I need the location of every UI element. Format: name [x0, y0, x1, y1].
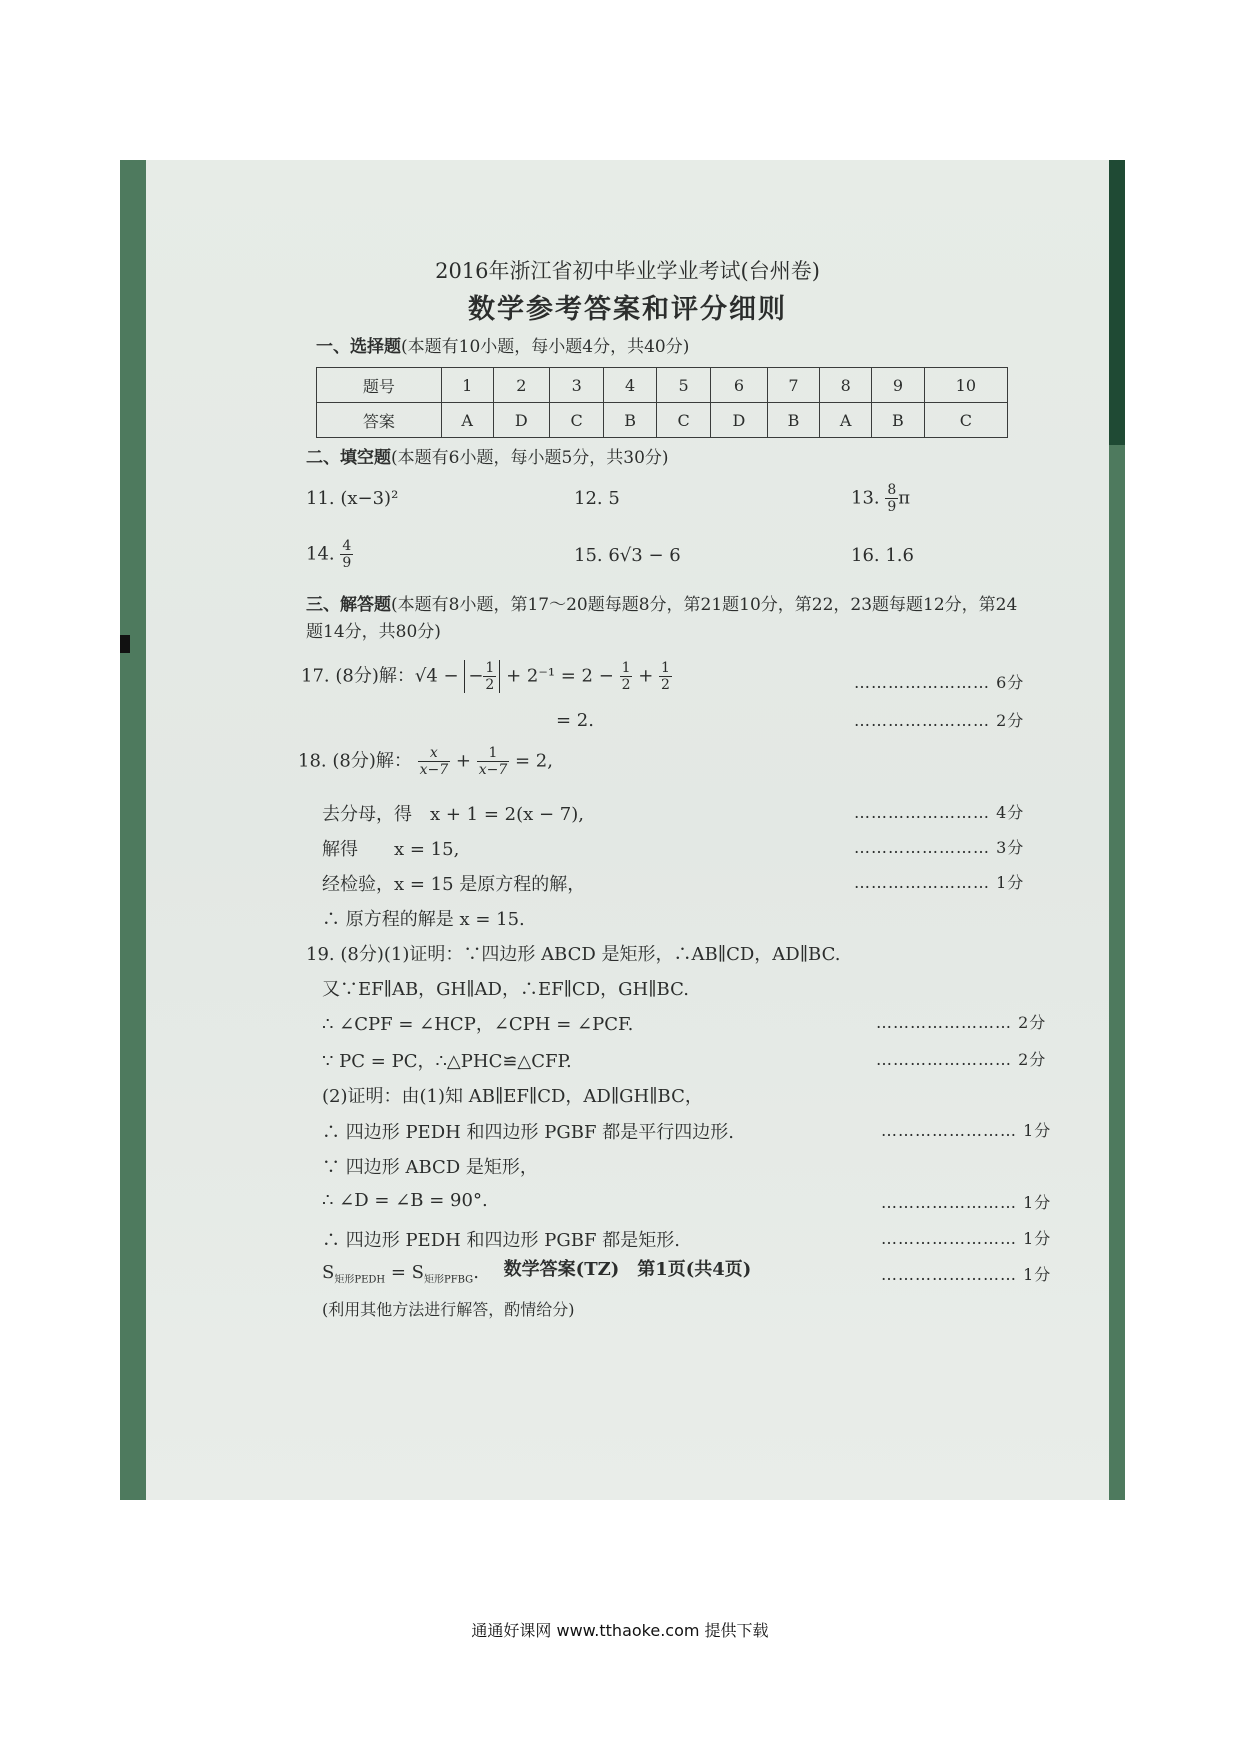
q18-prefix: 18. (8分)解： [298, 750, 412, 772]
denominator: 2 [485, 677, 495, 693]
choice-answer-table [316, 367, 1008, 438]
equals: = 2, [514, 750, 553, 772]
numerator: 1 [477, 745, 510, 762]
q17-prefix: 17. (8分)解：√4 − [301, 665, 459, 687]
section-3-note: (本题有8小题，第17～20题每题8分，第21题10分，第22，23题每题12分，第24 [391, 595, 1018, 615]
q18-line3: 解得 x = 15, [322, 839, 460, 860]
section-2-title: 二、填空题 [306, 448, 391, 468]
q17-line1 [301, 660, 672, 693]
table-cell: 8 [820, 368, 872, 403]
score: 1分 [1023, 1121, 1052, 1140]
document-photo [120, 160, 1125, 1500]
section-3-title: 三、解答题 [306, 595, 391, 615]
score: 2分 [1018, 1050, 1047, 1069]
denominator: x−7 [478, 762, 508, 778]
section-3-heading [306, 590, 1017, 615]
answer-sheet [146, 160, 1109, 1500]
fraction [340, 538, 353, 571]
numerator: 8 [887, 482, 897, 498]
period: . [473, 1262, 479, 1283]
score-line: …………………… 6分 [854, 673, 1025, 692]
plus-sign: + [455, 750, 471, 772]
area-subscript: 矩形PFBG [423, 1274, 474, 1286]
denominator: 2 [621, 677, 631, 693]
table-cell: A [820, 403, 872, 438]
answer-12: 12. 5 [574, 488, 620, 509]
denominator: 2 [661, 677, 670, 693]
section-1-title: 一、选择题 [316, 337, 401, 357]
exam-title: 2016年浙江省初中毕业学业考试(台州卷) [435, 259, 820, 283]
fraction [620, 660, 633, 693]
section-3-note-cont [306, 617, 441, 642]
q18-line2: 去分母，得 x + 1 = 2(x − 7), [322, 804, 585, 825]
section-2-heading [306, 443, 669, 468]
score: 2分 [996, 711, 1025, 730]
table-cell: 1 [441, 368, 493, 403]
score: 1分 [1023, 1229, 1052, 1248]
answer-13-label: 13. [851, 487, 880, 509]
score-line: …………………… 2分 [876, 1050, 1047, 1069]
minus-sign: − [468, 665, 484, 687]
score-line: …………………… 1分 [854, 873, 1025, 892]
numerator: 1 [485, 660, 495, 676]
table-cell: D [711, 403, 767, 438]
fraction [483, 660, 496, 693]
table-row-numbers [317, 368, 1008, 403]
q19-line5: (2)证明：由(1)知 AB∥EF∥CD，AD∥GH∥BC， [322, 1086, 703, 1107]
table-cell: D [493, 403, 549, 438]
denominator: 9 [887, 499, 897, 515]
page-footer: 数学答案(TZ) 第1页(共4页) [503, 1259, 752, 1280]
section-2-note: (本题有6小题，每小题5分，共30分) [391, 448, 669, 468]
q19-line6: ∴ 四边形 PEDH 和四边形 PGBF 都是平行四边形. [322, 1122, 734, 1143]
score: 1分 [1023, 1193, 1052, 1212]
table-cell: 2 [493, 368, 549, 403]
fraction [477, 745, 510, 778]
q17-line2: = 2. [556, 710, 594, 731]
table-cell: C [924, 403, 1007, 438]
q19-line4: ∵ PC = PC，∴△PHC≌△CFP. [322, 1051, 572, 1072]
score: 4分 [996, 803, 1025, 822]
score-line: …………………… 4分 [854, 803, 1025, 822]
fraction [885, 482, 898, 515]
numerator: x [418, 745, 451, 762]
answer-16: 16. 1.6 [851, 545, 914, 566]
score-line: …………………… 2分 [854, 711, 1025, 730]
photo-edge-mark [120, 635, 130, 653]
q19-line7: ∵ 四边形 ABCD 是矩形， [322, 1157, 538, 1178]
q19-line2: 又∵EF∥AB，GH∥AD，∴EF∥CD，GH∥BC. [322, 979, 689, 1000]
table-cell: 7 [767, 368, 820, 403]
q18-line5: ∴ 原方程的解是 x = 15. [322, 909, 525, 930]
table-cell: B [767, 403, 820, 438]
answer-15: 15. 6√3 − 6 [574, 545, 681, 566]
score-line: …………………… 1分 [881, 1121, 1052, 1140]
grading-note: (利用其他方法进行解答，酌情给分) [322, 1300, 575, 1319]
table-cell: C [656, 403, 710, 438]
table-cell: 4 [604, 368, 657, 403]
area-equals: = S [385, 1262, 424, 1283]
site-footer: 通通好课网 www.tthaoke.com 提供下载 [471, 1621, 769, 1640]
section-1-heading [316, 332, 689, 357]
numerator: 1 [661, 660, 670, 676]
plus-sign: + [638, 665, 654, 687]
area-symbol: S [322, 1262, 335, 1283]
answer-14 [306, 538, 353, 571]
score-line: …………………… 1分 [881, 1193, 1052, 1212]
absolute-value [464, 660, 500, 693]
table-cell: 5 [656, 368, 710, 403]
denominator: 9 [342, 555, 352, 571]
numerator: 1 [621, 660, 631, 676]
score-line: …………………… 1分 [881, 1265, 1052, 1284]
score-line: …………………… 3分 [854, 838, 1025, 857]
pi-symbol: π [898, 487, 911, 509]
q18-line4: 经检验，x = 15 是原方程的解， [322, 874, 586, 895]
table-cell: B [872, 403, 925, 438]
section-1-note: (本题有10小题，每小题4分，共40分) [401, 337, 690, 357]
score: 1分 [1023, 1265, 1052, 1284]
answer-13 [851, 482, 910, 515]
table-cell: 9 [872, 368, 925, 403]
score: 2分 [1018, 1013, 1047, 1032]
row-label-number: 题号 [317, 368, 442, 403]
fraction [659, 660, 672, 693]
score: 6分 [996, 673, 1025, 692]
row-label-answer: 答案 [317, 403, 442, 438]
score-line: …………………… 2分 [876, 1013, 1047, 1032]
area-subscript: 矩形PEDH [334, 1274, 386, 1286]
table-row-answers [317, 403, 1008, 438]
q17-mid: + 2⁻¹ = 2 − [506, 665, 614, 687]
table-cell: A [441, 403, 493, 438]
score-line: …………………… 1分 [881, 1229, 1052, 1248]
answer-11: 11. (x−3)² [306, 488, 399, 509]
section-3-note-line2: 题14分，共80分) [306, 622, 441, 642]
table-cell: 3 [550, 368, 604, 403]
q19-line1: 19. (8分)(1)证明：∵四边形 ABCD 是矩形，∴AB∥CD，AD∥BC. [306, 944, 841, 965]
score: 1分 [996, 873, 1025, 892]
q18-line1 [298, 745, 553, 778]
table-cell: B [604, 403, 657, 438]
main-title: 数学参考答案和评分细则 [468, 294, 787, 325]
q19-line3: ∴ ∠CPF = ∠HCP，∠CPH = ∠PCF. [322, 1014, 634, 1035]
q19-line9: ∴ 四边形 PEDH 和四边形 PGBF 都是矩形. [322, 1230, 680, 1251]
q19-line8: ∴ ∠D = ∠B = 90°. [322, 1190, 488, 1211]
table-cell: 6 [711, 368, 767, 403]
numerator: 4 [342, 538, 352, 554]
answer-14-label: 14. [306, 543, 335, 565]
score: 3分 [996, 838, 1025, 857]
table-cell: C [550, 403, 604, 438]
table-cell: 10 [924, 368, 1007, 403]
fraction [418, 745, 451, 778]
denominator: x−7 [419, 762, 449, 778]
